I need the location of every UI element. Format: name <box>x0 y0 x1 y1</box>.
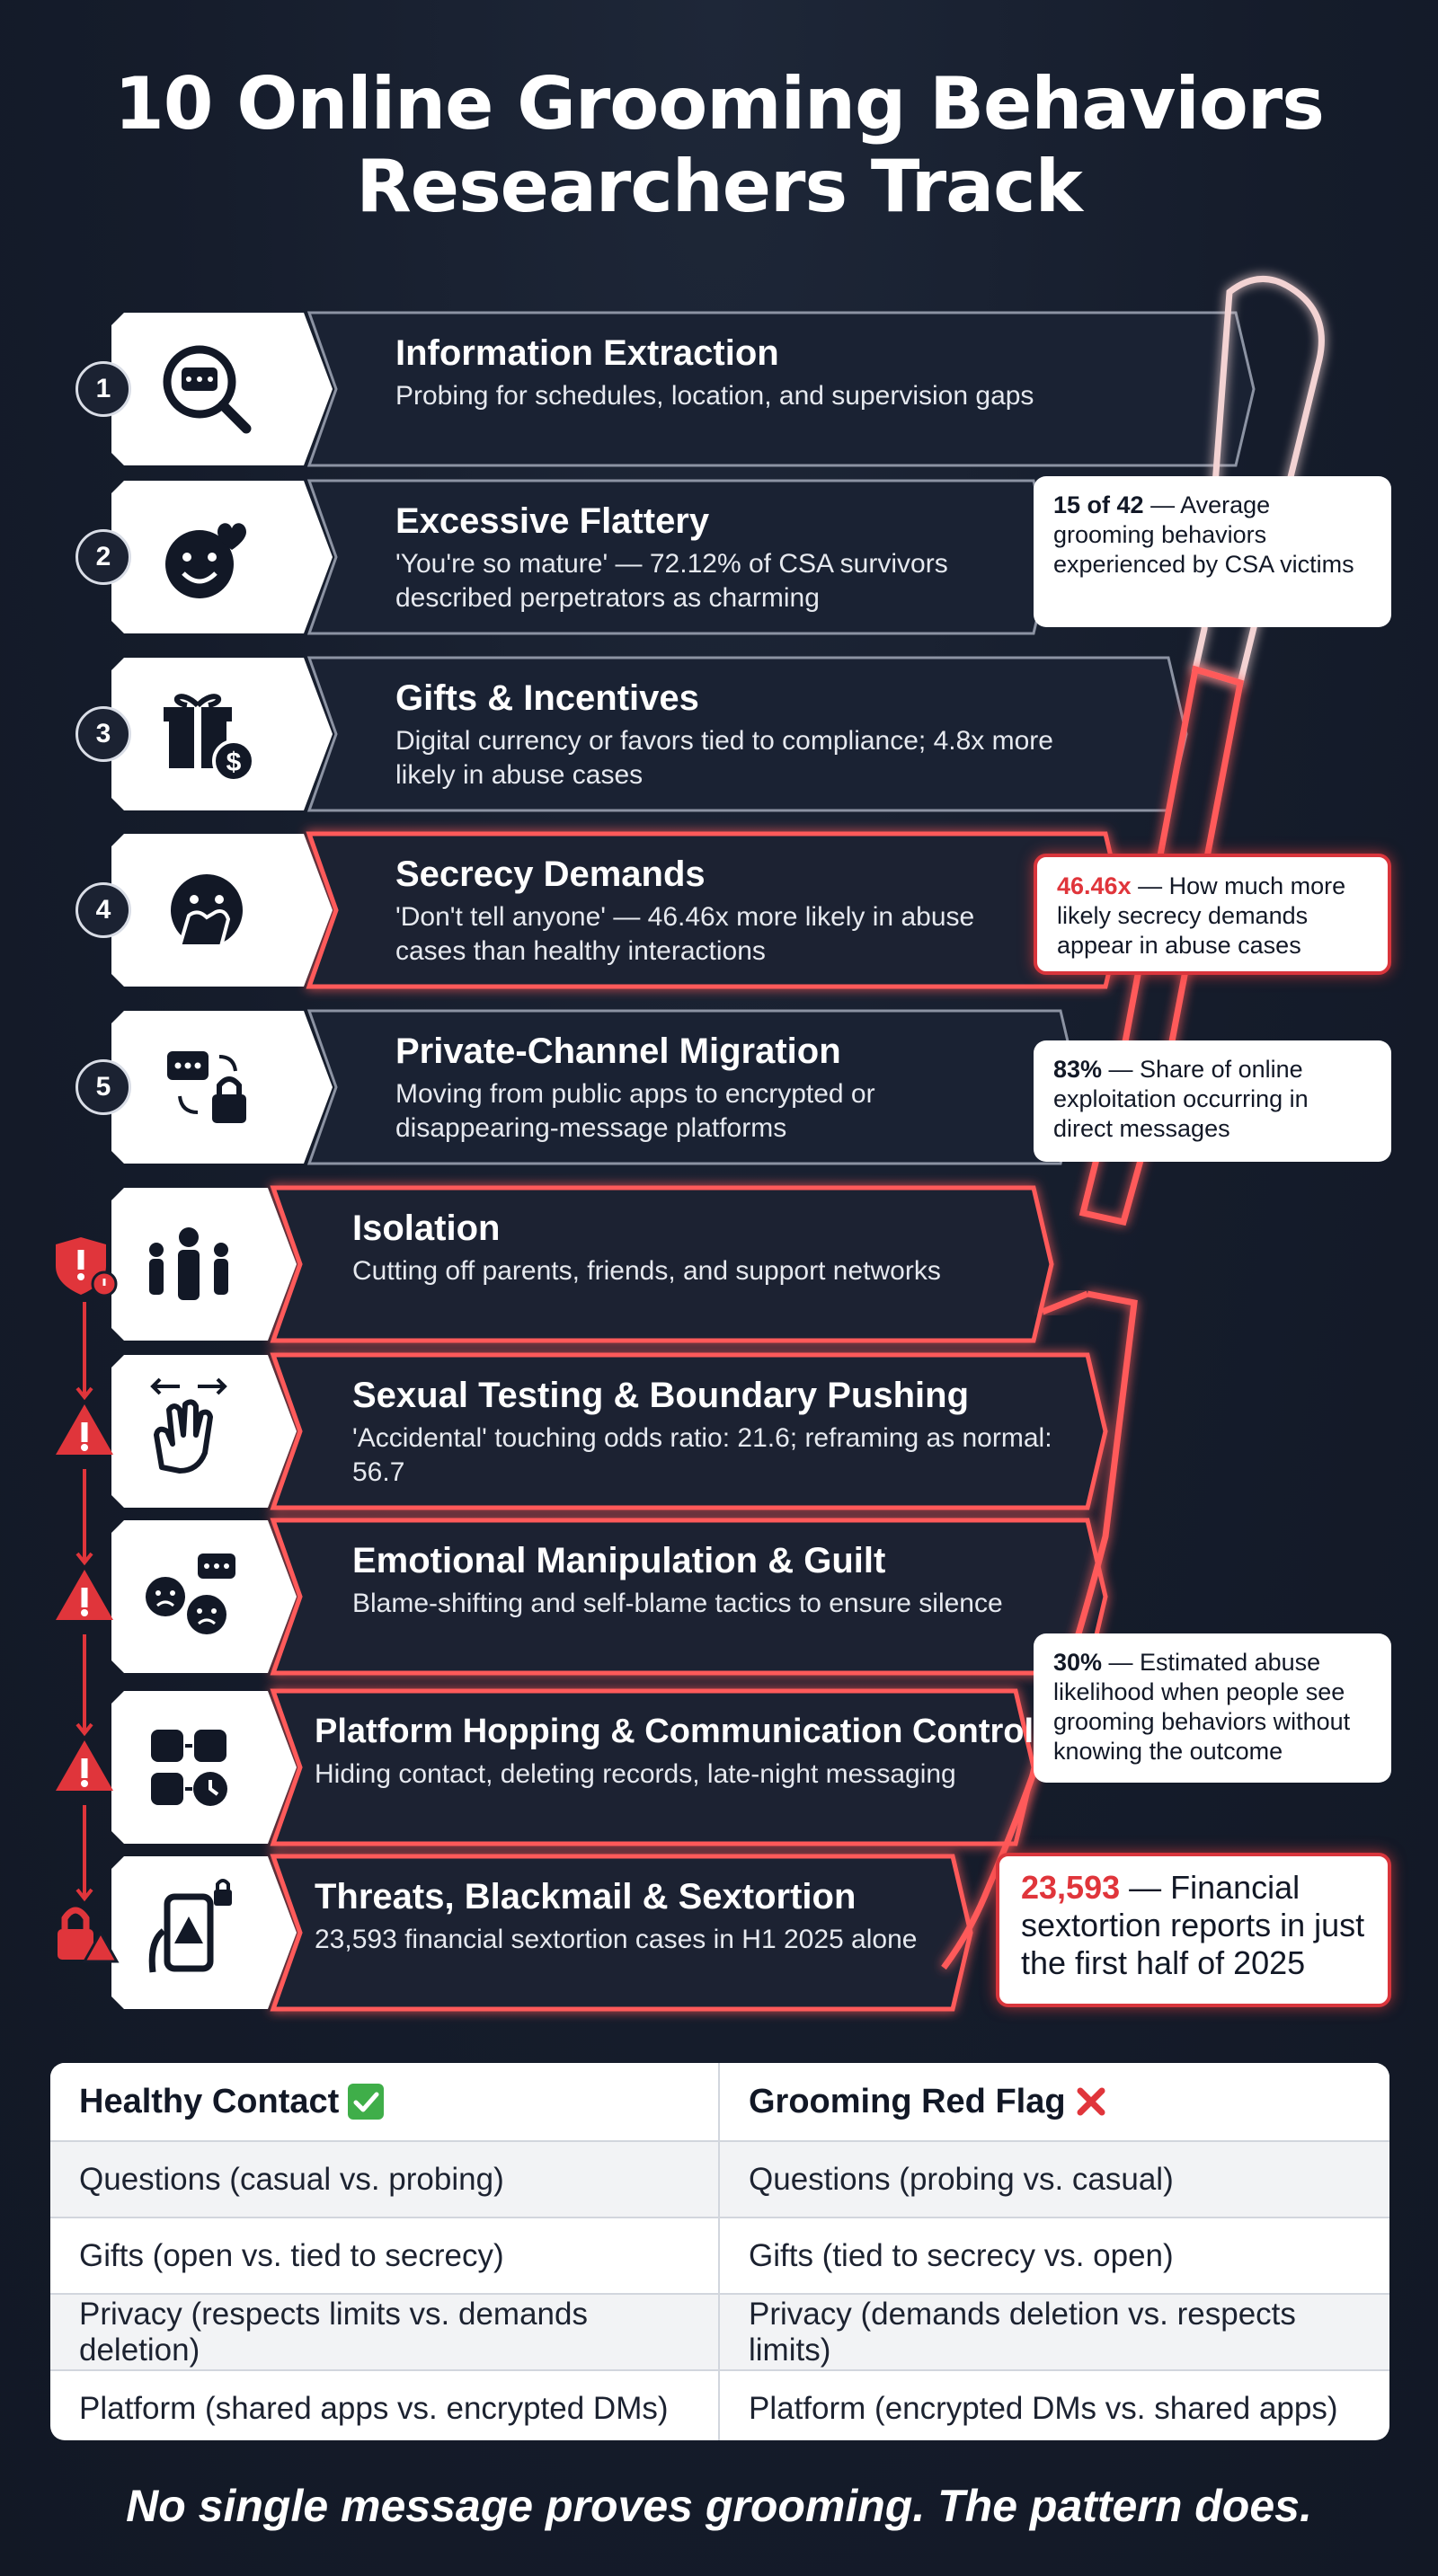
lock-warning-icon <box>58 1910 117 1961</box>
header-healthy-contact <box>50 2063 720 2140</box>
table-cell: Privacy (demands deletion vs. respects limits) <box>720 2295 1389 2369</box>
warning-triangle-icon <box>56 1570 113 1620</box>
check-mark-icon <box>348 2084 384 2120</box>
callout-stat: 30% <box>1053 1649 1103 1676</box>
icon-box <box>111 1355 297 1508</box>
callout-stat: 83% <box>1053 1056 1103 1083</box>
behavior-heading: Gifts & Incentives <box>395 678 699 718</box>
callout-direct-messages <box>1034 1040 1391 1162</box>
icon-box <box>111 1188 297 1341</box>
callout-stat: 46.46x <box>1057 872 1132 899</box>
behavior-heading: Information Extraction <box>395 333 779 373</box>
warning-triangle-icon <box>56 1740 113 1791</box>
behavior-heading: Emotional Manipulation & Guilt <box>352 1541 886 1580</box>
behavior-text <box>352 1375 1061 1490</box>
callout-stat: 23,593 <box>1021 1869 1121 1906</box>
behavior-description: Probing for schedules, location, and supervision gaps <box>395 381 1034 411</box>
behavior-description: 'Don't tell anyone' — 46.46x more likely in abuse cases than healthy interactions <box>395 902 975 966</box>
step-number-badge: 5 <box>75 1059 131 1115</box>
behavior-heading: Platform Hopping & Communication Control <box>315 1713 1034 1750</box>
icon-box <box>111 313 333 465</box>
step-number-badge: 1 <box>75 361 131 417</box>
table-row <box>50 2217 1389 2293</box>
hand-over-mouth-icon <box>171 874 243 946</box>
table-row <box>50 2293 1389 2369</box>
title-line-1: 10 Online Grooming Behaviors <box>114 62 1324 146</box>
behavior-text <box>395 1031 1016 1146</box>
header-grooming-red-flag <box>720 2063 1389 2140</box>
table-cell: Questions (casual vs. probing) <box>50 2142 720 2217</box>
behavior-heading: Isolation <box>352 1208 501 1248</box>
table-cell: Questions (probing vs. casual) <box>720 2142 1389 2217</box>
header-label: Grooming Red Flag <box>749 2082 1066 2120</box>
table-cell: Gifts (open vs. tied to secrecy) <box>50 2218 720 2293</box>
behavior-heading: Sexual Testing & Boundary Pushing <box>352 1376 970 1415</box>
behavior-heading: Threats, Blackmail & Sextortion <box>315 1877 857 1917</box>
behavior-text <box>315 1711 1034 1792</box>
table-row <box>50 2369 1389 2440</box>
behavior-description: 'You're so mature' — 72.12% of CSA survivors described perpetrators as charming <box>395 549 948 613</box>
callout-text: — Financial sextortion reports in just the first half of 2025 <box>1021 1869 1365 1981</box>
behavior-text <box>352 1208 1061 1288</box>
icon-box <box>111 1856 297 2009</box>
header-label: Healthy Contact <box>79 2082 340 2120</box>
title-line-2: Researchers Track <box>356 145 1082 228</box>
behavior-description: Digital currency or favors tied to compliance; 4.8x more likely in abuse cases <box>395 726 1053 790</box>
table-cell: Platform (shared apps vs. encrypted DMs) <box>50 2371 720 2440</box>
table-cell: Privacy (respects limits vs. demands deletion) <box>50 2295 720 2369</box>
callout-text: — How much more likely secrecy demands appear in abuse cases <box>1057 872 1346 959</box>
x-mark-icon <box>1073 2084 1109 2120</box>
behavior-description: Hiding contact, deleting records, late-night messaging <box>315 1759 956 1789</box>
behavior-heading: Excessive Flattery <box>395 501 710 541</box>
table-header-row <box>50 2063 1389 2140</box>
behavior-text <box>395 500 1016 615</box>
behavior-description: Moving from public apps to encrypted or disappearing-message platforms <box>395 1079 875 1143</box>
footer-tagline: No single message proves grooming. The pattern does. <box>126 2481 1312 2531</box>
callout-secrecy-likelihood <box>1034 854 1391 975</box>
warning-triangle-icon <box>56 1404 113 1455</box>
shield-alert-icon <box>56 1237 116 1296</box>
callout-text: — Average grooming behaviors experienced by CSA victims <box>1053 491 1354 578</box>
behavior-description: Blame-shifting and self-blame tactics to ensure silence <box>352 1589 1003 1618</box>
callout-sextortion-reports <box>996 1853 1391 2007</box>
table-cell: Gifts (tied to secrecy vs. open) <box>749 2237 1174 2273</box>
behavior-text <box>395 677 1061 792</box>
callout-stat: 15 of 42 <box>1053 491 1144 518</box>
behavior-heading: Secrecy Demands <box>395 854 706 894</box>
behavior-description: 23,593 financial sextortion cases in H1 2025 alone <box>315 1925 918 1954</box>
icon-box <box>111 1691 297 1844</box>
callout-abuse-likelihood <box>1034 1633 1391 1783</box>
svg-text:$: $ <box>226 748 242 777</box>
behavior-text <box>395 332 1061 413</box>
callout-text: — Estimated abuse likelihood when people see grooming behaviors without knowing the outcome <box>1053 1649 1351 1765</box>
behavior-description: 'Accidental' touching odds ratio: 21.6; reframing as normal: 56.7 <box>352 1423 1052 1487</box>
callout-text: — Share of online exploitation occurring in direct messages <box>1053 1056 1309 1142</box>
behavior-text <box>352 1540 1061 1621</box>
step-number-badge: 2 <box>75 529 131 585</box>
callout-average-behaviors <box>1034 476 1391 627</box>
behavior-description: Cutting off parents, friends, and support networks <box>352 1256 941 1286</box>
table-cell: Platform (encrypted DMs vs. shared apps) <box>749 2390 1338 2426</box>
behavior-text <box>315 1876 1007 1957</box>
table-row <box>50 2140 1389 2217</box>
behavior-text <box>395 854 1016 969</box>
step-number-badge: 4 <box>75 882 131 938</box>
comparison-table <box>50 2063 1389 2440</box>
step-number-badge: 3 <box>75 706 131 762</box>
behavior-heading: Private-Channel Migration <box>395 1031 841 1071</box>
